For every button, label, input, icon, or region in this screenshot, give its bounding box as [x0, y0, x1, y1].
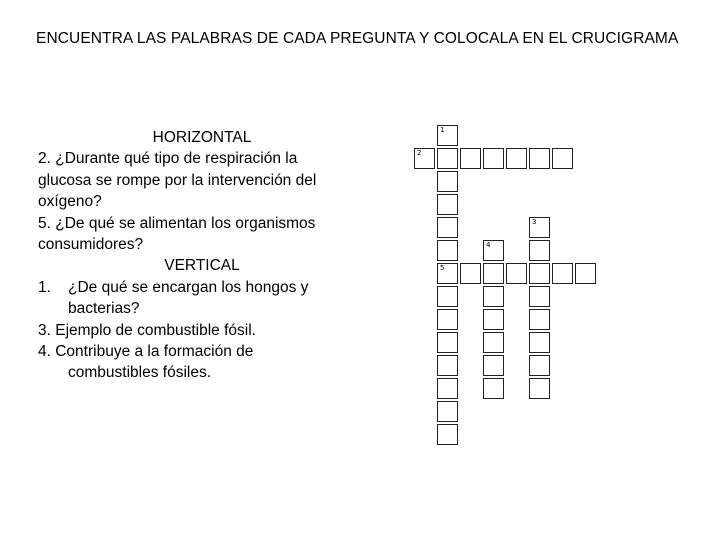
- crossword-cell[interactable]: [529, 378, 550, 399]
- crossword-cell[interactable]: [529, 286, 550, 307]
- crossword-cell[interactable]: [437, 332, 458, 353]
- clue-number-1: 1: [440, 126, 445, 134]
- crossword-cell[interactable]: [529, 240, 550, 261]
- crossword-cell[interactable]: [483, 332, 504, 353]
- crossword-cell[interactable]: [460, 148, 481, 169]
- crossword-cell[interactable]: [483, 148, 504, 169]
- crossword-cell[interactable]: [575, 263, 596, 284]
- clue-number-5: 5: [440, 264, 445, 272]
- crossword-cell[interactable]: [437, 355, 458, 376]
- crossword-cell[interactable]: [529, 148, 550, 169]
- crossword-cell[interactable]: [529, 355, 550, 376]
- page-title: ENCUENTRA LAS PALABRAS DE CADA PREGUNTA Y COLOCALA EN EL CRUCIGRAMA: [36, 30, 679, 47]
- crossword-cell[interactable]: [437, 309, 458, 330]
- clue-h2-line1: 2. ¿Durante qué tipo de respiración la: [38, 150, 298, 168]
- clue-v1-line2: bacterias?: [68, 300, 140, 318]
- clue-h5-line2: consumidores?: [38, 236, 144, 254]
- clue-number-4: 4: [486, 241, 491, 249]
- clue-v1-text: ¿De qué se encargan los hongos y: [68, 278, 309, 296]
- crossword-cell[interactable]: [552, 148, 573, 169]
- crossword-cell[interactable]: [483, 309, 504, 330]
- clue-v4-line2: combustibles fósiles.: [68, 364, 212, 382]
- crossword-cell[interactable]: [483, 286, 504, 307]
- crossword-cell[interactable]: [437, 125, 458, 146]
- crossword-cell[interactable]: [552, 263, 573, 284]
- crossword-cell[interactable]: [437, 194, 458, 215]
- crossword-cell[interactable]: [483, 355, 504, 376]
- clue-h2-line2: glucosa se rompe por la intervención del: [38, 171, 317, 189]
- crossword-cell[interactable]: [414, 148, 435, 169]
- crossword-cell[interactable]: [437, 148, 458, 169]
- crossword-cell[interactable]: [529, 332, 550, 353]
- crossword-cell[interactable]: [529, 263, 550, 284]
- crossword-cell[interactable]: [483, 240, 504, 261]
- crossword-cell[interactable]: [437, 263, 458, 284]
- crossword-cell[interactable]: [437, 286, 458, 307]
- crossword-cell[interactable]: [437, 217, 458, 238]
- crossword-cell[interactable]: [437, 424, 458, 445]
- clue-v1-number: 1.: [38, 278, 51, 296]
- crossword-cell[interactable]: [483, 263, 504, 284]
- clue-number-2: 2: [417, 149, 422, 157]
- crossword-cell[interactable]: [483, 378, 504, 399]
- crossword-cell[interactable]: [529, 309, 550, 330]
- crossword-cell[interactable]: [506, 148, 527, 169]
- crossword-cell[interactable]: [529, 217, 550, 238]
- clue-number-3: 3: [532, 218, 537, 226]
- crossword-cell[interactable]: [506, 263, 527, 284]
- clue-h2-line3: oxígeno?: [38, 193, 102, 211]
- horizontal-heading: HORIZONTAL: [152, 129, 252, 146]
- clue-v4-line1: 4. Contribuye a la formación de: [38, 343, 254, 361]
- crossword-cell[interactable]: [437, 401, 458, 422]
- crossword-cell[interactable]: [460, 263, 481, 284]
- crossword-cell[interactable]: [437, 240, 458, 261]
- crossword-cell[interactable]: [437, 171, 458, 192]
- crossword-cell[interactable]: [437, 378, 458, 399]
- clue-h5-line1: 5. ¿De qué se alimentan los organismos: [38, 214, 316, 232]
- clue-v3-line1: 3. Ejemplo de combustible fósil.: [38, 321, 256, 339]
- vertical-heading: VERTICAL: [164, 257, 240, 275]
